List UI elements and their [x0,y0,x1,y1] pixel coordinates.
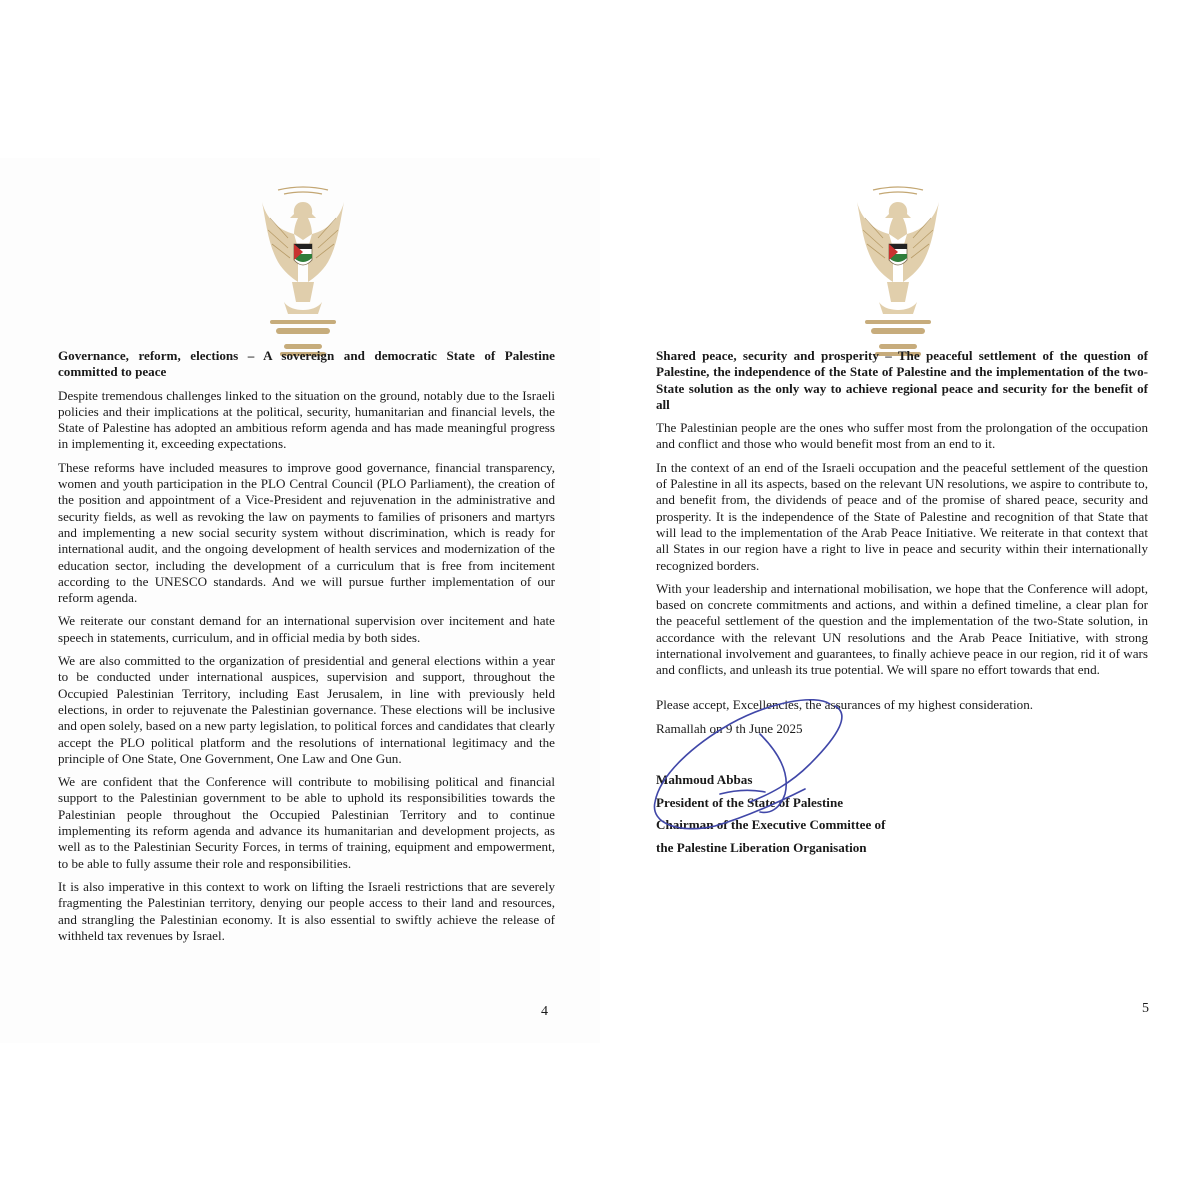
section-heading: Governance, reform, elections – A sovereign and democratic State of Palestine committed to peace [58,348,555,380]
section-heading: Shared peace, security and prosperity – The peaceful settlement of the question of Palestine, the independence of the State of Palestine and the implementation of the two-State solution as the only way to achieve regional peace and security for the benefit of all [656,348,1148,412]
document-page-5 [600,158,1200,1043]
state-of-palestine-eagle-emblem-icon [248,178,358,363]
date-line: Ramallah on 9 th June 2025 [656,720,803,736]
document-page-4 [0,158,600,1043]
paragraph: We are confident that the Conference will contribute to mobilising political and financial support to the Palestinian government to be able to uphold its responsibilities towards the Palestinian people throughout the Occupied Palestinian Territory and to continue implementing its reform agenda and advance its humanitarian and development projects, as well as to the Palestinian Security Forces, in terms of training, equipment and empowerment, to be able to fully assume their role and responsibilities. [58,774,555,871]
paragraph: In the context of an end of the Israeli occupation and the peaceful settlement of the question of Palestine in all its aspects, based on the relevant UN resolutions, we aspire to contribute to, and benefit from, the dividends of peace and of the promise of shared peace, security and prosperity. It is the independence of the State of Palestine and recognition of that State that will lead to the implementation of the Arab Peace Initiative. We reiterate in that context that all States in our region have a right to live in peace and security within their internationally recognized borders. [656,459,1148,573]
state-of-palestine-eagle-emblem-icon [843,178,953,363]
signatory-name: Mahmoud Abbas [656,772,753,788]
paragraph: With your leadership and international mobilisation, we hope that the Conference will adopt, based on concrete commitments and actions, and within a defined timeline, a clear plan for the peaceful settlement of the question and the implementation of the two-State solution, in accordance with the relevant UN resolutions and the Arab Peace Initiative, with strong international involvement and guarantees, to finally achieve peace in our region, rid it of wars and conflicts, and unleash its true potential. We will spare no effort towards that end. [656,580,1148,678]
page-5-body [656,348,1148,859]
signature-block [656,769,1148,859]
signatory-title: President of the State of Palestine [656,794,844,810]
paragraph: The Palestinian people are the ones who suffer most from the prolongation of the occupation and conflict and those who would benefit most from an end to it. [656,420,1148,452]
page-number: 4 [541,1004,548,1019]
signatory-title: Chairman of the Executive Committee of [656,817,886,833]
signatory-title: the Palestine Liberation Organisation [656,839,867,855]
closing-line: Please accept, Excellencies, the assurances of my highest consideration. [656,696,1034,712]
paragraph: We reiterate our constant demand for an international supervision over incitement and hate speech in statements, curriculum, and in official media by both sides. [58,613,555,645]
paragraph: We are also committed to the organization of presidential and general elections within a year to be conducted under international auspices, supervision and support, throughout the Occupied Palestinian Territory, including East Jerusalem, in line with previously held elections, in order to rejuvenate the Palestinian governance. These elections will be inclusive and open solely, based on a new party legislation, to political forces and candidates that clearly accept the PLO political platform and the resolutions of international legitimacy and the principle of One State, One Government, One Law and One Gun. [58,653,555,766]
paragraph: Despite tremendous challenges linked to the situation on the ground, notably due to the Israeli policies and their implications at the political, security, humanitarian and financial levels, the State of Palestine has adopted an ambitious reform agenda and has made meaningful progress in implementing it, exceeding expectations. [58,387,555,452]
paragraph: It is also imperative in this context to work on lifting the Israeli restrictions that are severely fragmenting the Palestinian territory, denying our people access to their land and resources, and strangling the Palestinian economy. It is also essential to swiftly achieve the release of withheld tax revenues by Israel. [58,878,555,943]
paragraph: These reforms have included measures to improve good governance, financial transparency, women and youth participation in the PLO Central Council (PLO Parliament), the creation of the position and appointment of a Vice-President and rejuvenation in the administrative and security fields, as well as revoking the law on payments to families of prisoners and martyrs and implementing a new social security system without discrimination, which is ready for international audit, and the ongoing development of health services and modernization of the education sector, including the development of a curriculum that is free from incitement according to the UNESCO standards. And we will pursue further implementation of our reform agenda. [58,459,555,606]
page-number: 5 [1142,1001,1149,1016]
page-4-body [58,348,555,951]
